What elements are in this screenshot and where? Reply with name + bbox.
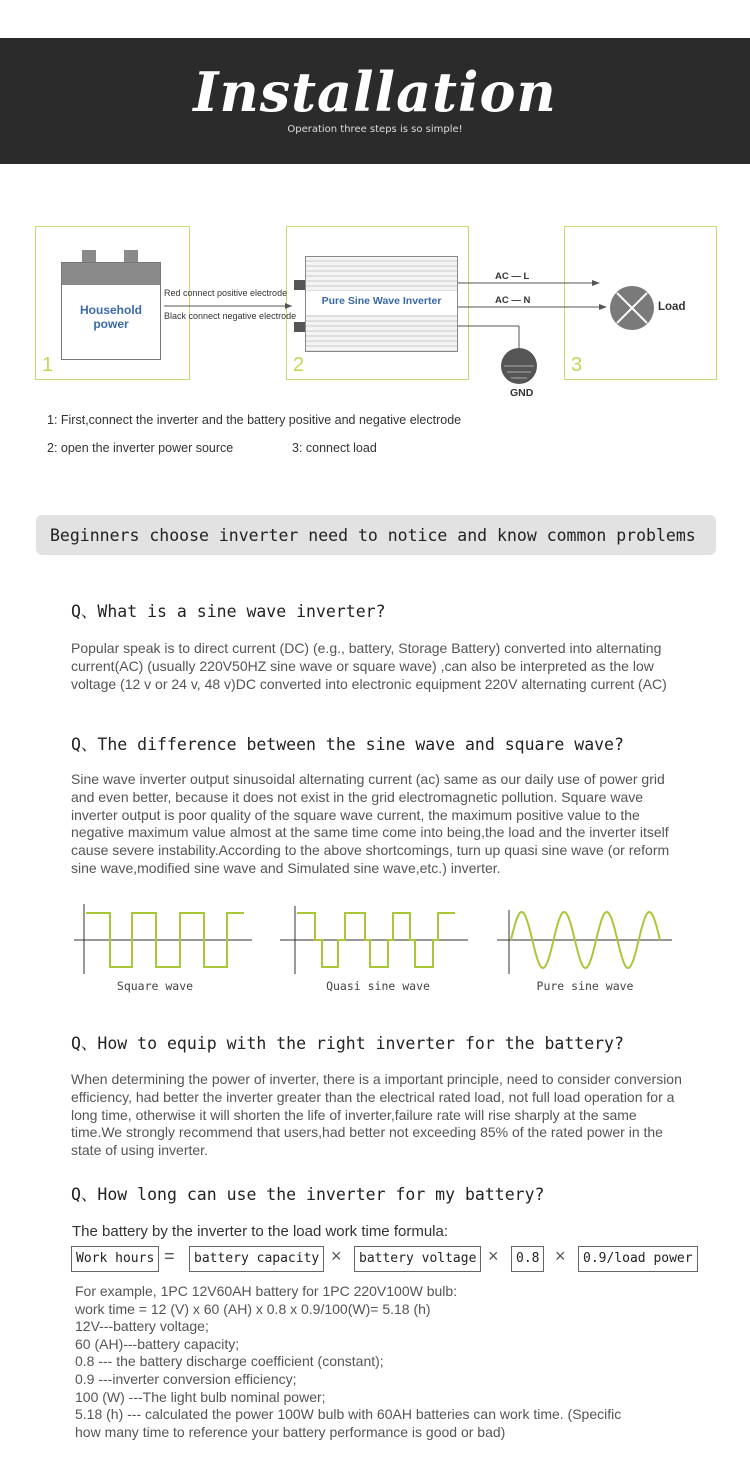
question-1: Q、What is a sine wave inverter? [71,602,386,621]
question-3: Q、How to equip with the right inverter for the battery? [71,1034,624,1053]
formula-equals: = [164,1246,175,1266]
black-wire-label: Black connect negative electrode [164,311,297,321]
formula-battery-voltage: battery voltage [354,1246,481,1272]
inverter-label: Pure Sine Wave Inverter [321,295,442,307]
answer-2: Sine wave inverter output sinusoidal alternating current (ac) same as our daily use of power grid and even better, because it does not exist in the grid electromagnetic pollution. Square wave inverter output is poor quality of the square wave current, the maximum positive value to the negative maximum value almost at the same time come into being,the load and the inverter itself cause severe instability.According to the above shortcomings, turn up quasi sine wave (or reform sine wave,modified sine wave and Simulated sine wave,etc.) inverter. [71,771,670,876]
example-line: For example, 1PC 12V60AH battery for 1PC 220V100W bulb: [75,1283,458,1299]
example-line: 5.18 (h) --- calculated the power 100W bulb with 60AH batteries can work time. (Specific [75,1406,622,1423]
page-subtitle: Operation three steps is so simple! [287,124,463,135]
step-text-1: 1: First,connect the inverter and the battery positive and negative electrode [47,413,462,427]
section-banner [36,515,716,555]
battery-label-1: Household [80,303,142,317]
example-line: 12V---battery voltage; [75,1318,209,1335]
formula-times-1: × [331,1246,342,1266]
example-line: work time = 12 (V) x 60 (AH) x 0.8 x 0.9/100(W)= 5.18 (h) [75,1300,431,1317]
formula-load-power: 0.9/load power [578,1246,698,1272]
inverter-icon [305,256,458,352]
example-line: 0.8 --- the battery discharge coefficient (constant); [75,1353,384,1370]
formula-times-3: × [555,1246,566,1266]
red-wire-label: Red connect positive electrode [164,288,288,298]
pure-wave-label: Pure sine wave [536,979,634,993]
gnd-label: GND [510,387,534,399]
banner-text: Beginners choose inverter need to notice and know common problems [50,526,696,545]
answer-3: When determining the power of inverter, there is a important principle, need to consider conversion efficiency, had better the inverter greater than the electrical rated load, not full load operation for a long time, otherwise it will shorten the life of inverter,failure rate will rise sharply at the same time.We strongly recommend that users,had better not exceeding 85% of the rated power in the state of using inverter. [71,1071,682,1159]
question-2: Q、The difference between the sine wave and square wave? [71,735,624,754]
question-4: Q、How long can use the inverter for my battery? [71,1185,545,1204]
example-line: 100 (W) ---The light bulb nominal power; [75,1388,326,1405]
step-text-3: 3: connect load [292,441,377,455]
step-text-2: 2: open the inverter power source [47,441,234,455]
wiring-diagram [0,0,750,420]
page-title: Installation [193,60,557,124]
formula-intro: The battery by the inverter to the load work time formula: [72,1223,449,1240]
formula-work-hours: Work hours [71,1246,159,1272]
wave-diagrams [0,900,750,980]
ground-icon [500,347,540,385]
formula-coefficient: 0.8 [511,1246,544,1272]
step-1-number: 1 [42,354,54,376]
example-line: 0.9 ---inverter conversion efficiency; [75,1370,297,1387]
example-block [75,1283,621,1441]
load-icon [609,285,655,331]
formula-times-2: × [488,1246,499,1266]
quasi-wave-label: Quasi sine wave [326,979,430,993]
ac-n-label: AC — N [495,295,531,306]
example-line: 60 (AH)---battery capacity; [75,1335,240,1352]
answer-1: Popular speak is to direct current (DC) (e.g., battery, Storage Battery) converted into alternating current(AC) (usually 220V50HZ sine wave or square wave) ,can also be interpreted as the low voltage (12 v or 24 v, 48 v)DC converted into electronic equipment 220V alternating current (AC) [71,640,667,692]
step-2-number: 2 [293,354,305,376]
formula-battery-capacity: battery capacity [189,1246,324,1272]
load-label: Load [658,301,686,313]
ac-l-label: AC — L [495,271,530,282]
step-3-number: 3 [571,354,583,376]
battery-label-2: power [93,317,129,331]
example-line: how many time to reference your battery performance is good or bad) [75,1423,506,1440]
square-wave-label: Square wave [116,979,194,993]
